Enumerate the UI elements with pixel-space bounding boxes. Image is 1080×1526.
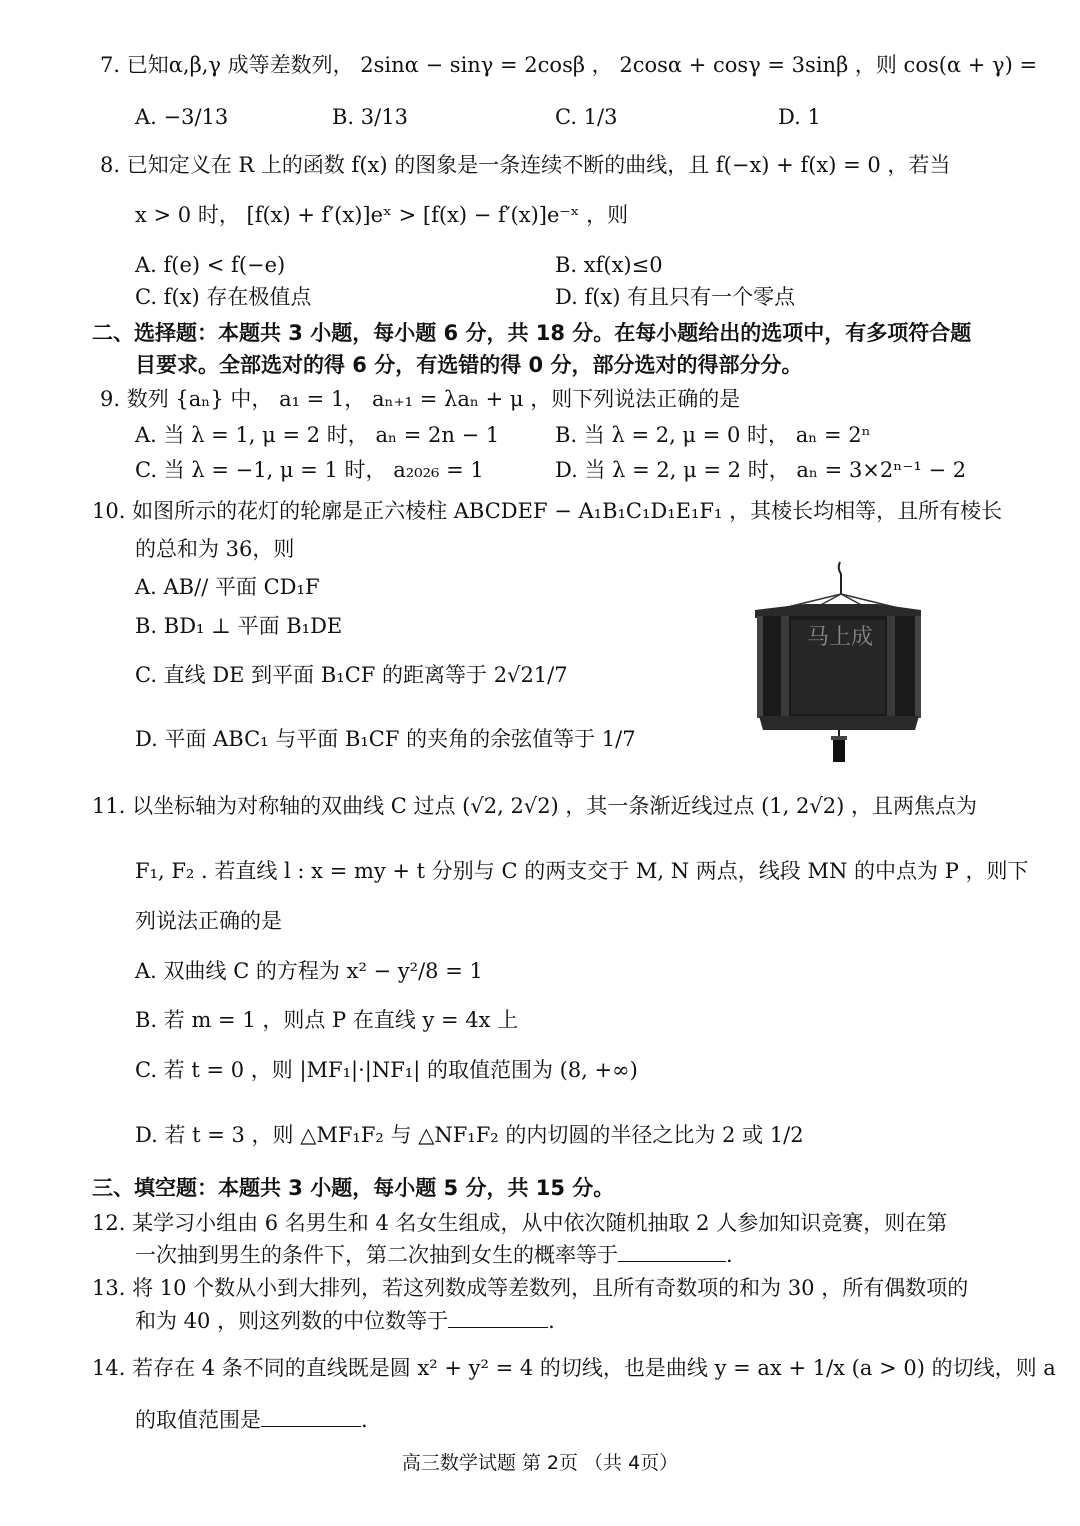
q14-line1: 14. 若存在 4 条不同的直线既是圆 x² + y² = 4 的切线，也是曲线 y = ax + 1/x (a > 0) 的切线，则 a: [92, 1356, 1056, 1380]
q8-option-b: B. xf(x)≤0: [555, 253, 663, 277]
q12-line2: 一次抽到男生的条件下，第二次抽到女生的概率等于: [135, 1243, 618, 1267]
q11-option-b: B. 若 m = 1 ，则点 P 在直线 y = 4x 上: [135, 1008, 519, 1032]
q7-stem: 7. 已知α,β,γ 成等差数列， 2sinα − sinγ = 2cosβ ， 2cosα + cosγ = 3sinβ ，则 cos(α + γ) =: [100, 53, 1038, 77]
q7-option-d: D. 1: [778, 105, 821, 129]
q8-option-c: C. f(x) 存在极值点: [135, 285, 312, 309]
q10-option-b: B. BD₁ ⊥ 平面 B₁DE: [135, 614, 343, 638]
q11-stem-line1: 11. 以坐标轴为对称轴的双曲线 C 过点 (√2, 2√2) ，其一条渐近线过点 (1, 2√2) ，且两焦点为: [92, 794, 977, 818]
q8-stem-line2: x > 0 时， [f(x) + f′(x)]eˣ > [f(x) − f′(x)]e⁻ˣ ，则: [135, 203, 629, 227]
q13-line2: 和为 40 ，则这列数的中位数等于: [135, 1309, 449, 1333]
q11-stem-line2: F₁, F₂ . 若直线 l : x = my + t 分别与 C 的两支交于 M, N 两点，线段 MN 的中点为 P ，则下: [135, 859, 1029, 883]
section2-heading-line2: 目要求。全部选对的得 6 分，有选错的得 0 分，部分选对的得部分分。: [135, 353, 803, 377]
q8-option-d: D. f(x) 有且只有一个零点: [555, 285, 796, 309]
q14-line2-wrap: [135, 1407, 368, 1433]
q8-option-a: A. f(e) < f(−e): [135, 253, 286, 277]
q11-option-a: A. 双曲线 C 的方程为 x² − y²/8 = 1: [135, 959, 483, 983]
q10-option-a: A. AB// 平面 CD₁F: [135, 575, 320, 599]
q11-option-c: C. 若 t = 0 ，则 |MF₁|·|NF₁| 的取值范围为 (8, +∞): [135, 1058, 638, 1082]
q13-line2-wrap: [135, 1308, 555, 1334]
q14-answer-blank[interactable]: [261, 1408, 361, 1427]
q7-option-b: B. 3/13: [332, 105, 408, 129]
q10-option-d: D. 平面 ABC₁ 与平面 B₁CF 的夹角的余弦值等于 1/7: [135, 727, 636, 751]
q12-end: .: [726, 1243, 733, 1267]
page-footer: 高三数学试题 第 2页 （共 4页）: [401, 1452, 679, 1474]
q12-line2-wrap: [135, 1242, 733, 1268]
lantern-text: 马上成: [806, 625, 873, 650]
q11-stem-line3: 列说法正确的是: [135, 909, 282, 933]
q13-line1: 13. 将 10 个数从小到大排列，若这列数成等差数列，且所有奇数项的和为 30 ，所有偶数项的: [92, 1276, 969, 1300]
q11-option-d: D. 若 t = 3 ，则 △MF₁F₂ 与 △NF₁F₂ 的内切圆的半径之比为 2 或 1/2: [135, 1123, 804, 1147]
lantern-illustration: [745, 560, 930, 770]
q12-line1: 12. 某学习小组由 6 名男生和 4 名女生组成，从中依次随机抽取 2 人参加知识竞赛，则在第: [92, 1211, 948, 1235]
q13-answer-blank[interactable]: [448, 1309, 548, 1328]
q12-answer-blank[interactable]: [618, 1243, 726, 1262]
q10-stem-line1: 10. 如图所示的花灯的轮廓是正六棱柱 ABCDEF − A₁B₁C₁D₁E₁F₁ ，其棱长均相等，且所有棱长: [92, 499, 1003, 523]
q8-stem-line1: 8. 已知定义在 R 上的函数 f(x) 的图象是一条连续不断的曲线，且 f(−x) + f(x) = 0 ，若当: [100, 153, 951, 177]
q9-option-d: D. 当 λ = 2, μ = 2 时， aₙ = 3×2ⁿ⁻¹ − 2: [555, 458, 967, 482]
lantern-figure: [745, 560, 930, 770]
q9-option-b: B. 当 λ = 2, μ = 0 时， aₙ = 2ⁿ: [555, 423, 871, 447]
q9-option-c: C. 当 λ = −1, μ = 1 时， a₂₀₂₆ = 1: [135, 458, 484, 482]
section2-heading-line1: 二、选择题：本题共 3 小题，每小题 6 分，共 18 分。在每小题给出的选项中，有多项符合题: [92, 321, 972, 345]
q10-stem-line2: 的总和为 36，则: [135, 537, 295, 561]
q9-option-a: A. 当 λ = 1, μ = 2 时， aₙ = 2n − 1: [135, 423, 500, 447]
q7-option-c: C. 1/3: [555, 105, 618, 129]
q10-option-c: C. 直线 DE 到平面 B₁CF 的距离等于 2√21/7: [135, 663, 568, 687]
q9-stem: 9. 数列 {aₙ} 中， a₁ = 1， aₙ₊₁ = λaₙ + μ ，则下列说法正确的是: [100, 387, 741, 411]
section3-heading: 三、填空题：本题共 3 小题，每小题 5 分，共 15 分。: [92, 1176, 615, 1200]
q13-end: .: [548, 1309, 555, 1333]
q14-end: .: [361, 1408, 368, 1432]
q7-option-a: A. −3/13: [135, 105, 229, 129]
q14-line2: 的取值范围是: [135, 1408, 261, 1432]
